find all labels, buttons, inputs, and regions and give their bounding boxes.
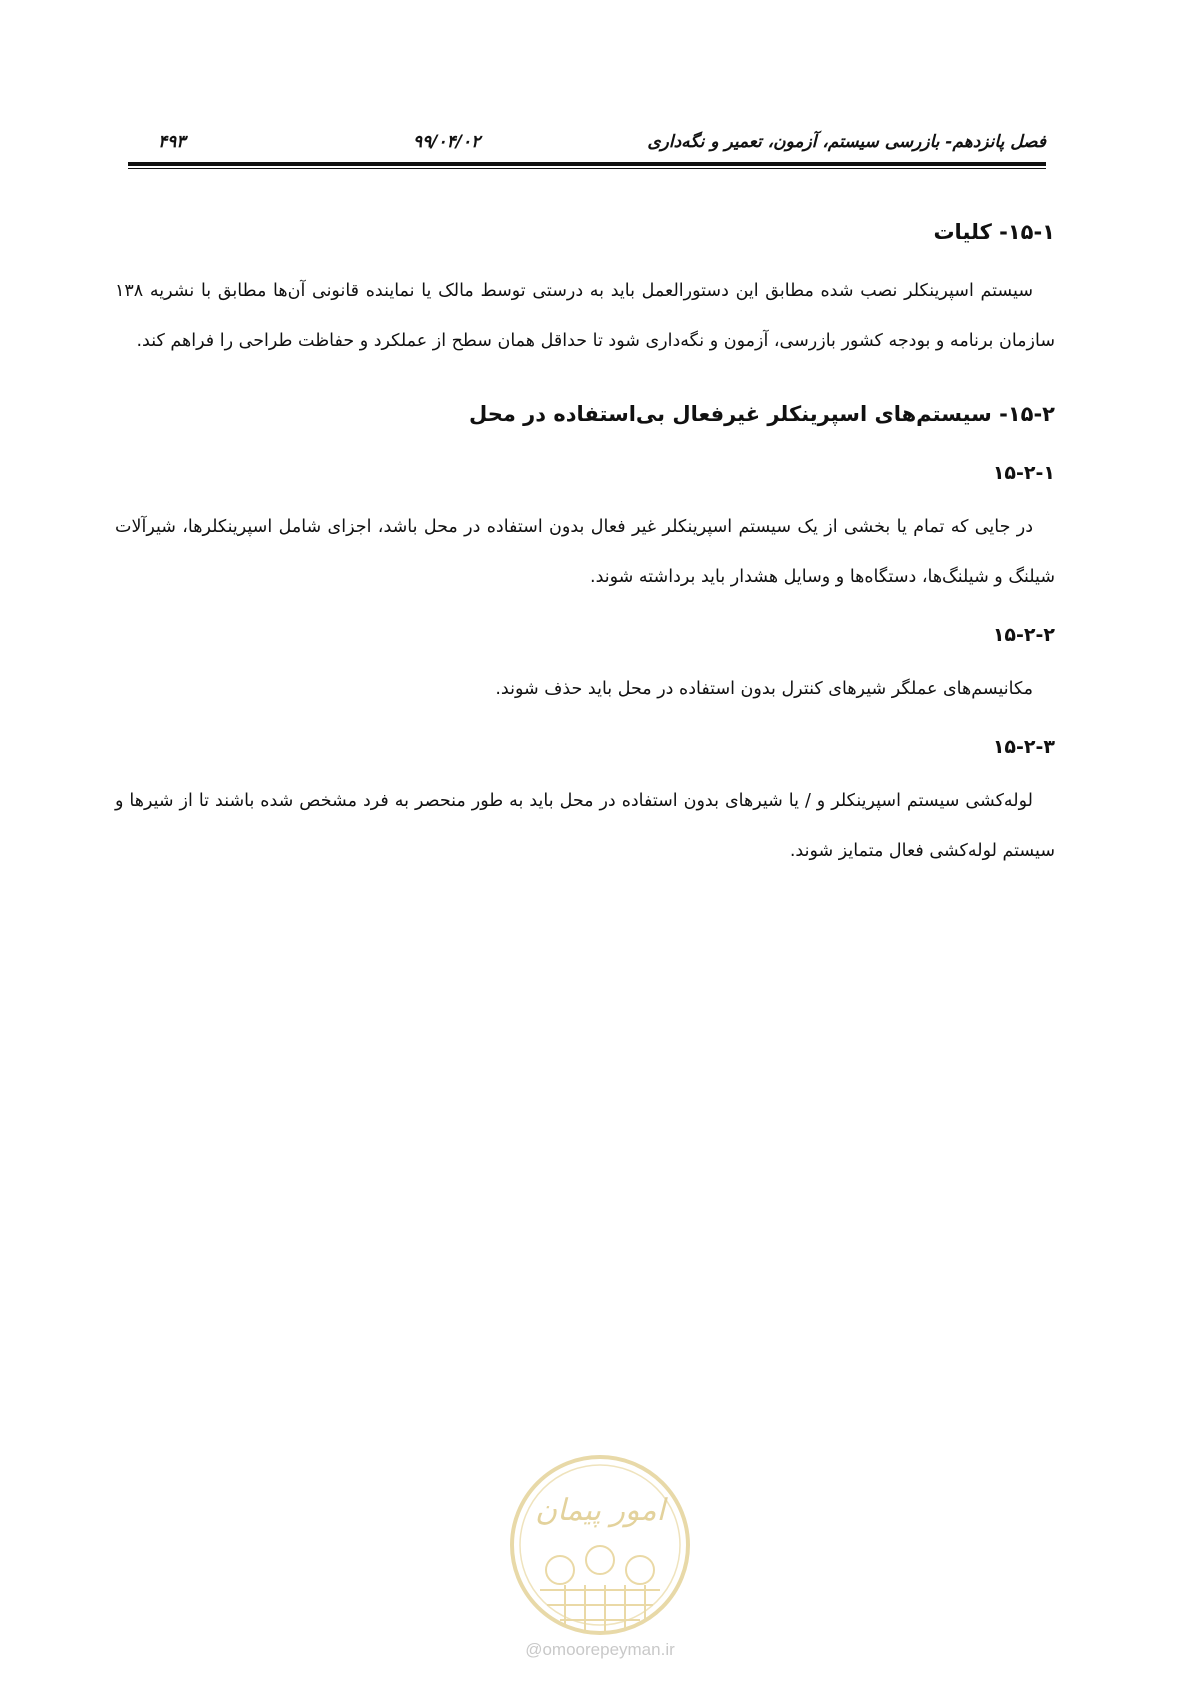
watermark-logo-icon bbox=[505, 1450, 695, 1640]
subsection-heading-15-2-1: ۱۵-۲-۱ bbox=[992, 462, 1055, 484]
subsection-text-15-2-2: مکانیسم‌های عملگر شیرهای کنترل بدون استفاده در محل باید حذف شوند. bbox=[495, 679, 1033, 699]
subsection-heading-15-2-2: ۱۵-۲-۲ bbox=[992, 624, 1055, 646]
watermark-logo-text: امور پیمان bbox=[535, 1493, 665, 1528]
watermark-site: @omoorepeyman.ir bbox=[525, 1640, 675, 1659]
subsection-text-15-2-1: در جایی که تمام یا بخشی از یک سیستم اسپرینکلر غیر فعال بدون استفاده در محل باشد، اجزای شامل اسپرینکلرها، شیرآلات شیلنگ و شیلنگ‌ها، دستگاه‌ها و وسایل هشدار باید برداشته شوند. bbox=[115, 517, 1055, 587]
document-body bbox=[115, 220, 1055, 898]
page-header bbox=[128, 130, 1046, 158]
chapter-title: فصل پانزدهم- بازرسی سیستم، آزمون، تعمیر و نگه‌داری bbox=[647, 132, 1046, 152]
header-date: ۹۹/۰۴/۰۲ bbox=[413, 132, 481, 152]
header-rule-thin bbox=[128, 168, 1046, 169]
page-number: ۴۹۳ bbox=[158, 132, 186, 152]
section-heading-15-1: ۱۵-۱- کلیات bbox=[933, 220, 1055, 244]
section-text-15-1: سیستم اسپرینکلر نصب شده مطابق این دستورالعمل باید به درستی توسط مالک یا نماینده قانونی آن‌ها مطابق با نشریه ۱۳۸ سازمان برنامه و بودجه کشور بازرسی، آزمون و نگه‌داری شود تا حداقل همان سطح از عملکرد و حفاظت طراحی را فراهم کند. bbox=[115, 281, 1055, 351]
subsection-text-15-2-3: لوله‌کشی سیستم اسپرینکلر و / یا شیرهای بدون استفاده در محل باید به طور منحصر به فرد مشخص شده باشند تا از شیرها و سیستم لوله‌کشی فعال متمایز شوند. bbox=[115, 791, 1055, 861]
section-heading-15-2: ۱۵-۲- سیستم‌های اسپرینکلر غیرفعال بی‌استفاده در محل bbox=[468, 402, 1055, 426]
header-rule-thick bbox=[128, 162, 1046, 166]
subsection-heading-15-2-3: ۱۵-۲-۳ bbox=[992, 736, 1055, 758]
